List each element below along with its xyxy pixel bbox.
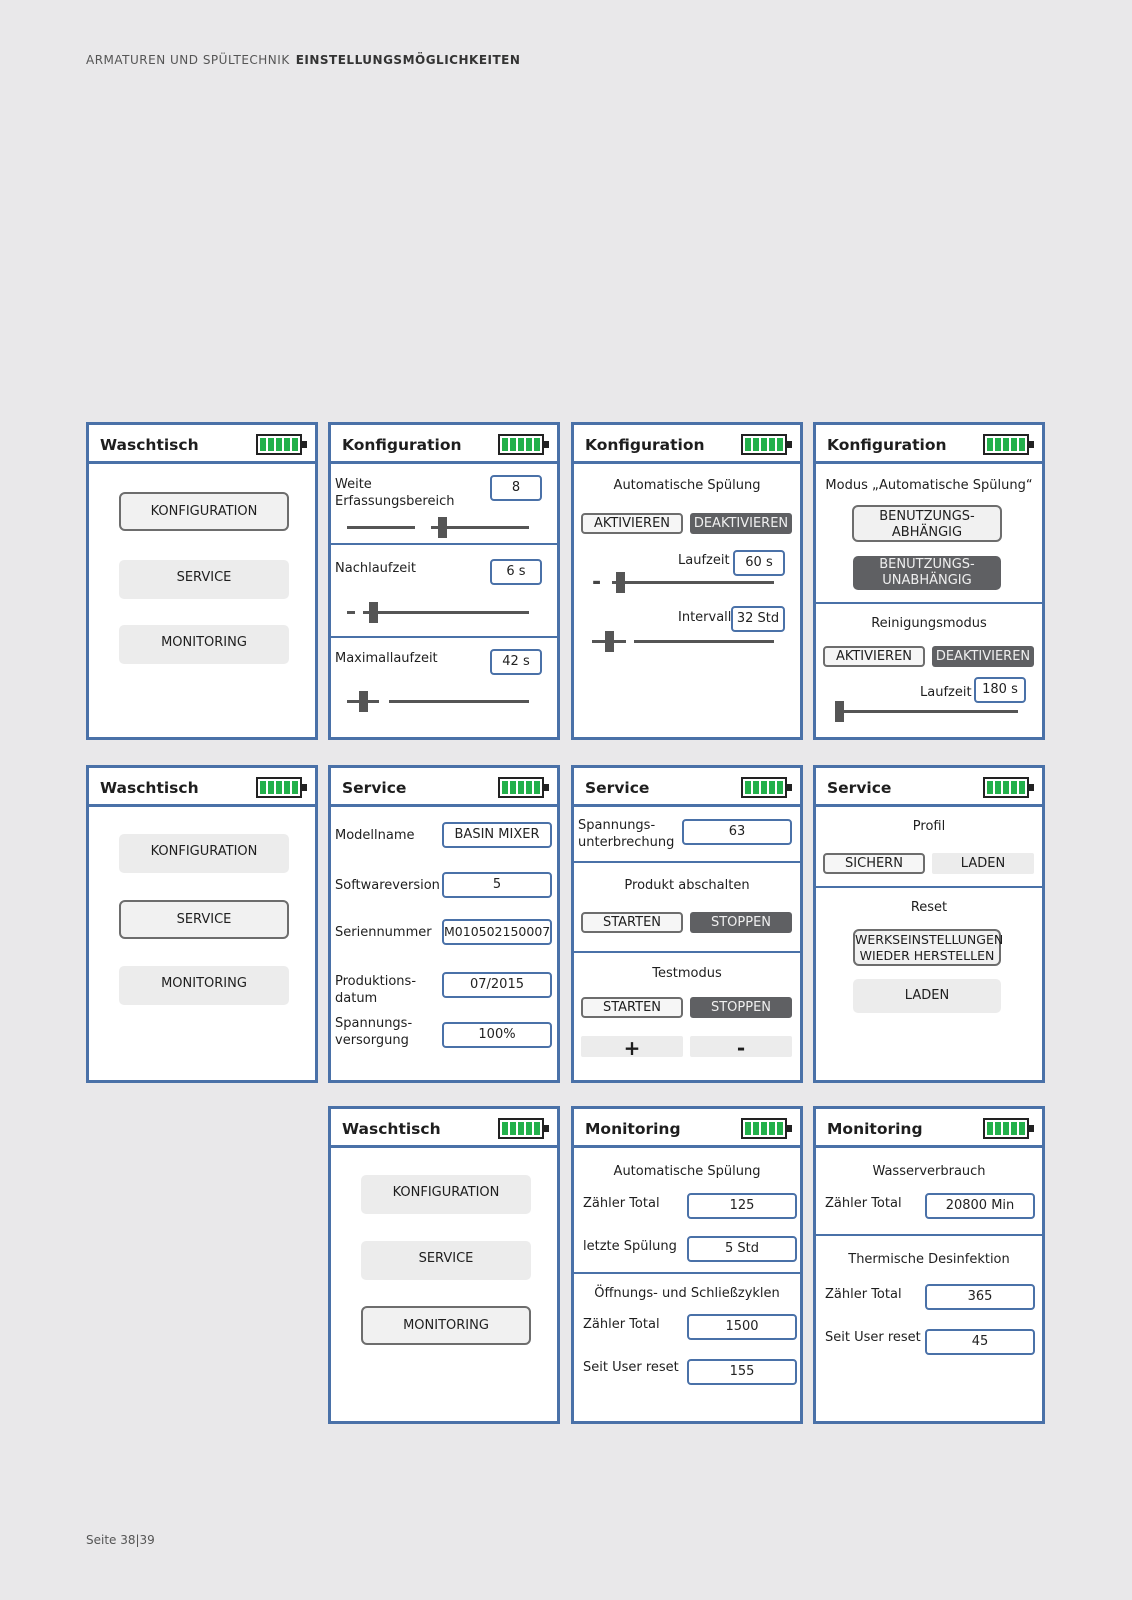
menu-monitoring-button[interactable]: MONITORING: [361, 1306, 531, 1345]
battery-icon: [983, 434, 1029, 455]
minus-button[interactable]: -: [690, 1036, 792, 1057]
abschalten-stop-button[interactable]: STOPPEN: [690, 912, 792, 933]
weite-slider-handle[interactable]: [438, 517, 447, 538]
screen-title: Waschtisch: [100, 436, 199, 454]
konfiguration-screen-2: [571, 422, 803, 740]
battery-icon: [498, 1118, 544, 1139]
nachlauf-slider-handle[interactable]: [369, 602, 378, 623]
intervall-value[interactable]: 32 Std: [731, 606, 785, 632]
wasser-heading: Wasserverbrauch: [872, 1164, 986, 1179]
activate-button[interactable]: AKTIVIEREN: [581, 513, 683, 534]
battery-icon: [498, 434, 544, 455]
auto-spuelung-heading: Automatische Spülung: [613, 1164, 761, 1179]
laufzeit-label: Laufzeit: [678, 553, 730, 568]
header-title: EINSTELLUNGSMÖGLICHKEITEN: [295, 53, 521, 67]
menu-screen-monitoring: [328, 1106, 560, 1424]
total2-label: Zähler Total: [825, 1287, 902, 1302]
auto-spuelung-heading: Automatische Spülung: [613, 478, 761, 493]
reset-label: Seit User reset: [825, 1330, 921, 1345]
monitoring-screen-1: [571, 1106, 803, 1424]
total-label: Zähler Total: [825, 1196, 902, 1211]
testmodus-heading: Testmodus: [652, 966, 722, 981]
menu-screen-service: [86, 765, 318, 1083]
screen-title: Konfiguration: [342, 436, 462, 454]
mode-usage-independent-button[interactable]: BENUTZUNGS- UNABHÄNGIG: [853, 556, 1001, 590]
testmodus-start-button[interactable]: STARTEN: [581, 997, 683, 1018]
unterbrechung-label: Spannungs- unterbrechung: [578, 818, 675, 850]
abschalten-heading: Produkt abschalten: [624, 878, 750, 893]
reset-value: 155: [687, 1359, 797, 1385]
spann-value: 100%: [442, 1022, 552, 1048]
software-value: 5: [442, 872, 552, 898]
serie-label: Seriennummer: [335, 925, 432, 940]
page-header: [86, 53, 520, 67]
total2-value: 1500: [687, 1314, 797, 1340]
total-value: 125: [687, 1193, 797, 1219]
screen-title: Waschtisch: [342, 1120, 441, 1138]
spann-label: Spannungs- versorgung: [335, 1016, 413, 1048]
modell-label: Modellname: [335, 828, 415, 843]
menu-monitoring-button[interactable]: MONITORING: [119, 625, 289, 664]
menu-monitoring-button[interactable]: MONITORING: [119, 966, 289, 1005]
nachlauf-label: Nachlaufzeit: [335, 561, 417, 576]
prod-value: 07/2015: [442, 972, 552, 998]
battery-icon: [983, 1118, 1029, 1139]
header-section: ARMATUREN UND SPÜLTECHNIK: [86, 53, 290, 67]
zyklen-heading: Öffnungs- und Schließzyklen: [594, 1286, 780, 1301]
battery-icon: [741, 1118, 787, 1139]
intervall-label: Intervall: [678, 610, 732, 625]
unterbrechung-value: 63: [682, 819, 792, 845]
service-screen-3: [813, 765, 1045, 1083]
cleaning-laufzeit-label: Laufzeit: [920, 685, 972, 700]
battery-icon: [741, 434, 787, 455]
monitoring-screen-2: [813, 1106, 1045, 1424]
modus-heading: Modus „Automatische Spülung“: [825, 478, 1033, 493]
deactivate-button[interactable]: DEAKTIVIEREN: [690, 513, 792, 534]
battery-icon: [741, 777, 787, 798]
screen-title: Service: [585, 779, 650, 797]
modell-value: BASIN MIXER: [442, 822, 552, 848]
cleaning-slider-handle[interactable]: [835, 701, 844, 722]
laufzeit-minus[interactable]: -: [592, 570, 602, 595]
total-value: 20800 Min: [925, 1193, 1035, 1219]
battery-icon: [498, 777, 544, 798]
reinigung-heading: Reinigungsmodus: [871, 616, 987, 631]
screen-title: Service: [342, 779, 407, 797]
laufzeit-value[interactable]: 60 s: [733, 550, 785, 576]
screen-title: Konfiguration: [827, 436, 947, 454]
menu-konfiguration-button[interactable]: KONFIGURATION: [119, 834, 289, 873]
battery-icon: [983, 777, 1029, 798]
page-number: Seite 38|39: [86, 1533, 155, 1547]
menu-konfiguration-button[interactable]: KONFIGURATION: [119, 492, 289, 531]
serie-value: M010502150007: [442, 919, 552, 945]
profil-save-button[interactable]: SICHERN: [823, 853, 925, 874]
profil-heading: Profil: [912, 819, 946, 834]
max-slider-handle[interactable]: [359, 691, 368, 712]
factory-reset-button[interactable]: WERKSEINSTELLUNGEN WIEDER HERSTELLEN: [853, 929, 1001, 966]
screen-title: Monitoring: [585, 1120, 681, 1138]
screen-title: Service: [827, 779, 892, 797]
plus-button[interactable]: +: [581, 1036, 683, 1057]
menu-service-button[interactable]: SERVICE: [119, 900, 289, 939]
profil-load-button[interactable]: LADEN: [932, 853, 1034, 874]
reset-label: Seit User reset: [583, 1360, 679, 1375]
reset-value: 45: [925, 1329, 1035, 1355]
menu-service-button[interactable]: SERVICE: [119, 560, 289, 599]
konfiguration-screen-3: [813, 422, 1045, 740]
screen-title: Konfiguration: [585, 436, 705, 454]
battery-icon: [256, 434, 302, 455]
total2-label: Zähler Total: [583, 1317, 660, 1332]
screen-title: Waschtisch: [100, 779, 199, 797]
thermisch-heading: Thermische Desinfektion: [848, 1252, 1010, 1267]
max-value[interactable]: 42 s: [490, 649, 542, 675]
menu-service-button[interactable]: SERVICE: [361, 1241, 531, 1280]
mode-usage-dependent-button[interactable]: BENUTZUNGS- ABHÄNGIG: [852, 505, 1002, 542]
prod-label: Produktions- datum: [335, 974, 417, 1006]
cleaning-laufzeit-value[interactable]: 180 s: [974, 677, 1026, 703]
reset-load-button[interactable]: LADEN: [853, 979, 1001, 1013]
service-screen-1: [328, 765, 560, 1083]
konfiguration-screen-1: [328, 422, 560, 740]
cleaning-deactivate-button[interactable]: DEAKTIVIEREN: [932, 646, 1034, 667]
screen-title: Monitoring: [827, 1120, 923, 1138]
weite-value[interactable]: 8: [490, 475, 542, 501]
nachlauf-value[interactable]: 6 s: [490, 559, 542, 585]
testmodus-stop-button[interactable]: STOPPEN: [690, 997, 792, 1018]
battery-icon: [256, 777, 302, 798]
max-label: Maximallaufzeit: [335, 651, 438, 666]
reset-heading: Reset: [910, 900, 948, 915]
total2-value: 365: [925, 1284, 1035, 1310]
total-label: Zähler Total: [583, 1196, 660, 1211]
laufzeit-slider-handle[interactable]: [616, 572, 625, 593]
intervall-slider-handle[interactable]: [605, 631, 614, 652]
cleaning-activate-button[interactable]: AKTIVIEREN: [823, 646, 925, 667]
menu-konfiguration-button[interactable]: KONFIGURATION: [361, 1175, 531, 1214]
weite-label: Weite Erfassungsbereich: [335, 477, 455, 509]
letzte-label: letzte Spülung: [583, 1239, 677, 1254]
letzte-value: 5 Std: [687, 1236, 797, 1262]
abschalten-start-button[interactable]: STARTEN: [581, 912, 683, 933]
menu-screen-konfiguration: [86, 422, 318, 740]
service-screen-2: [571, 765, 803, 1083]
software-label: Softwareversion: [335, 878, 440, 893]
